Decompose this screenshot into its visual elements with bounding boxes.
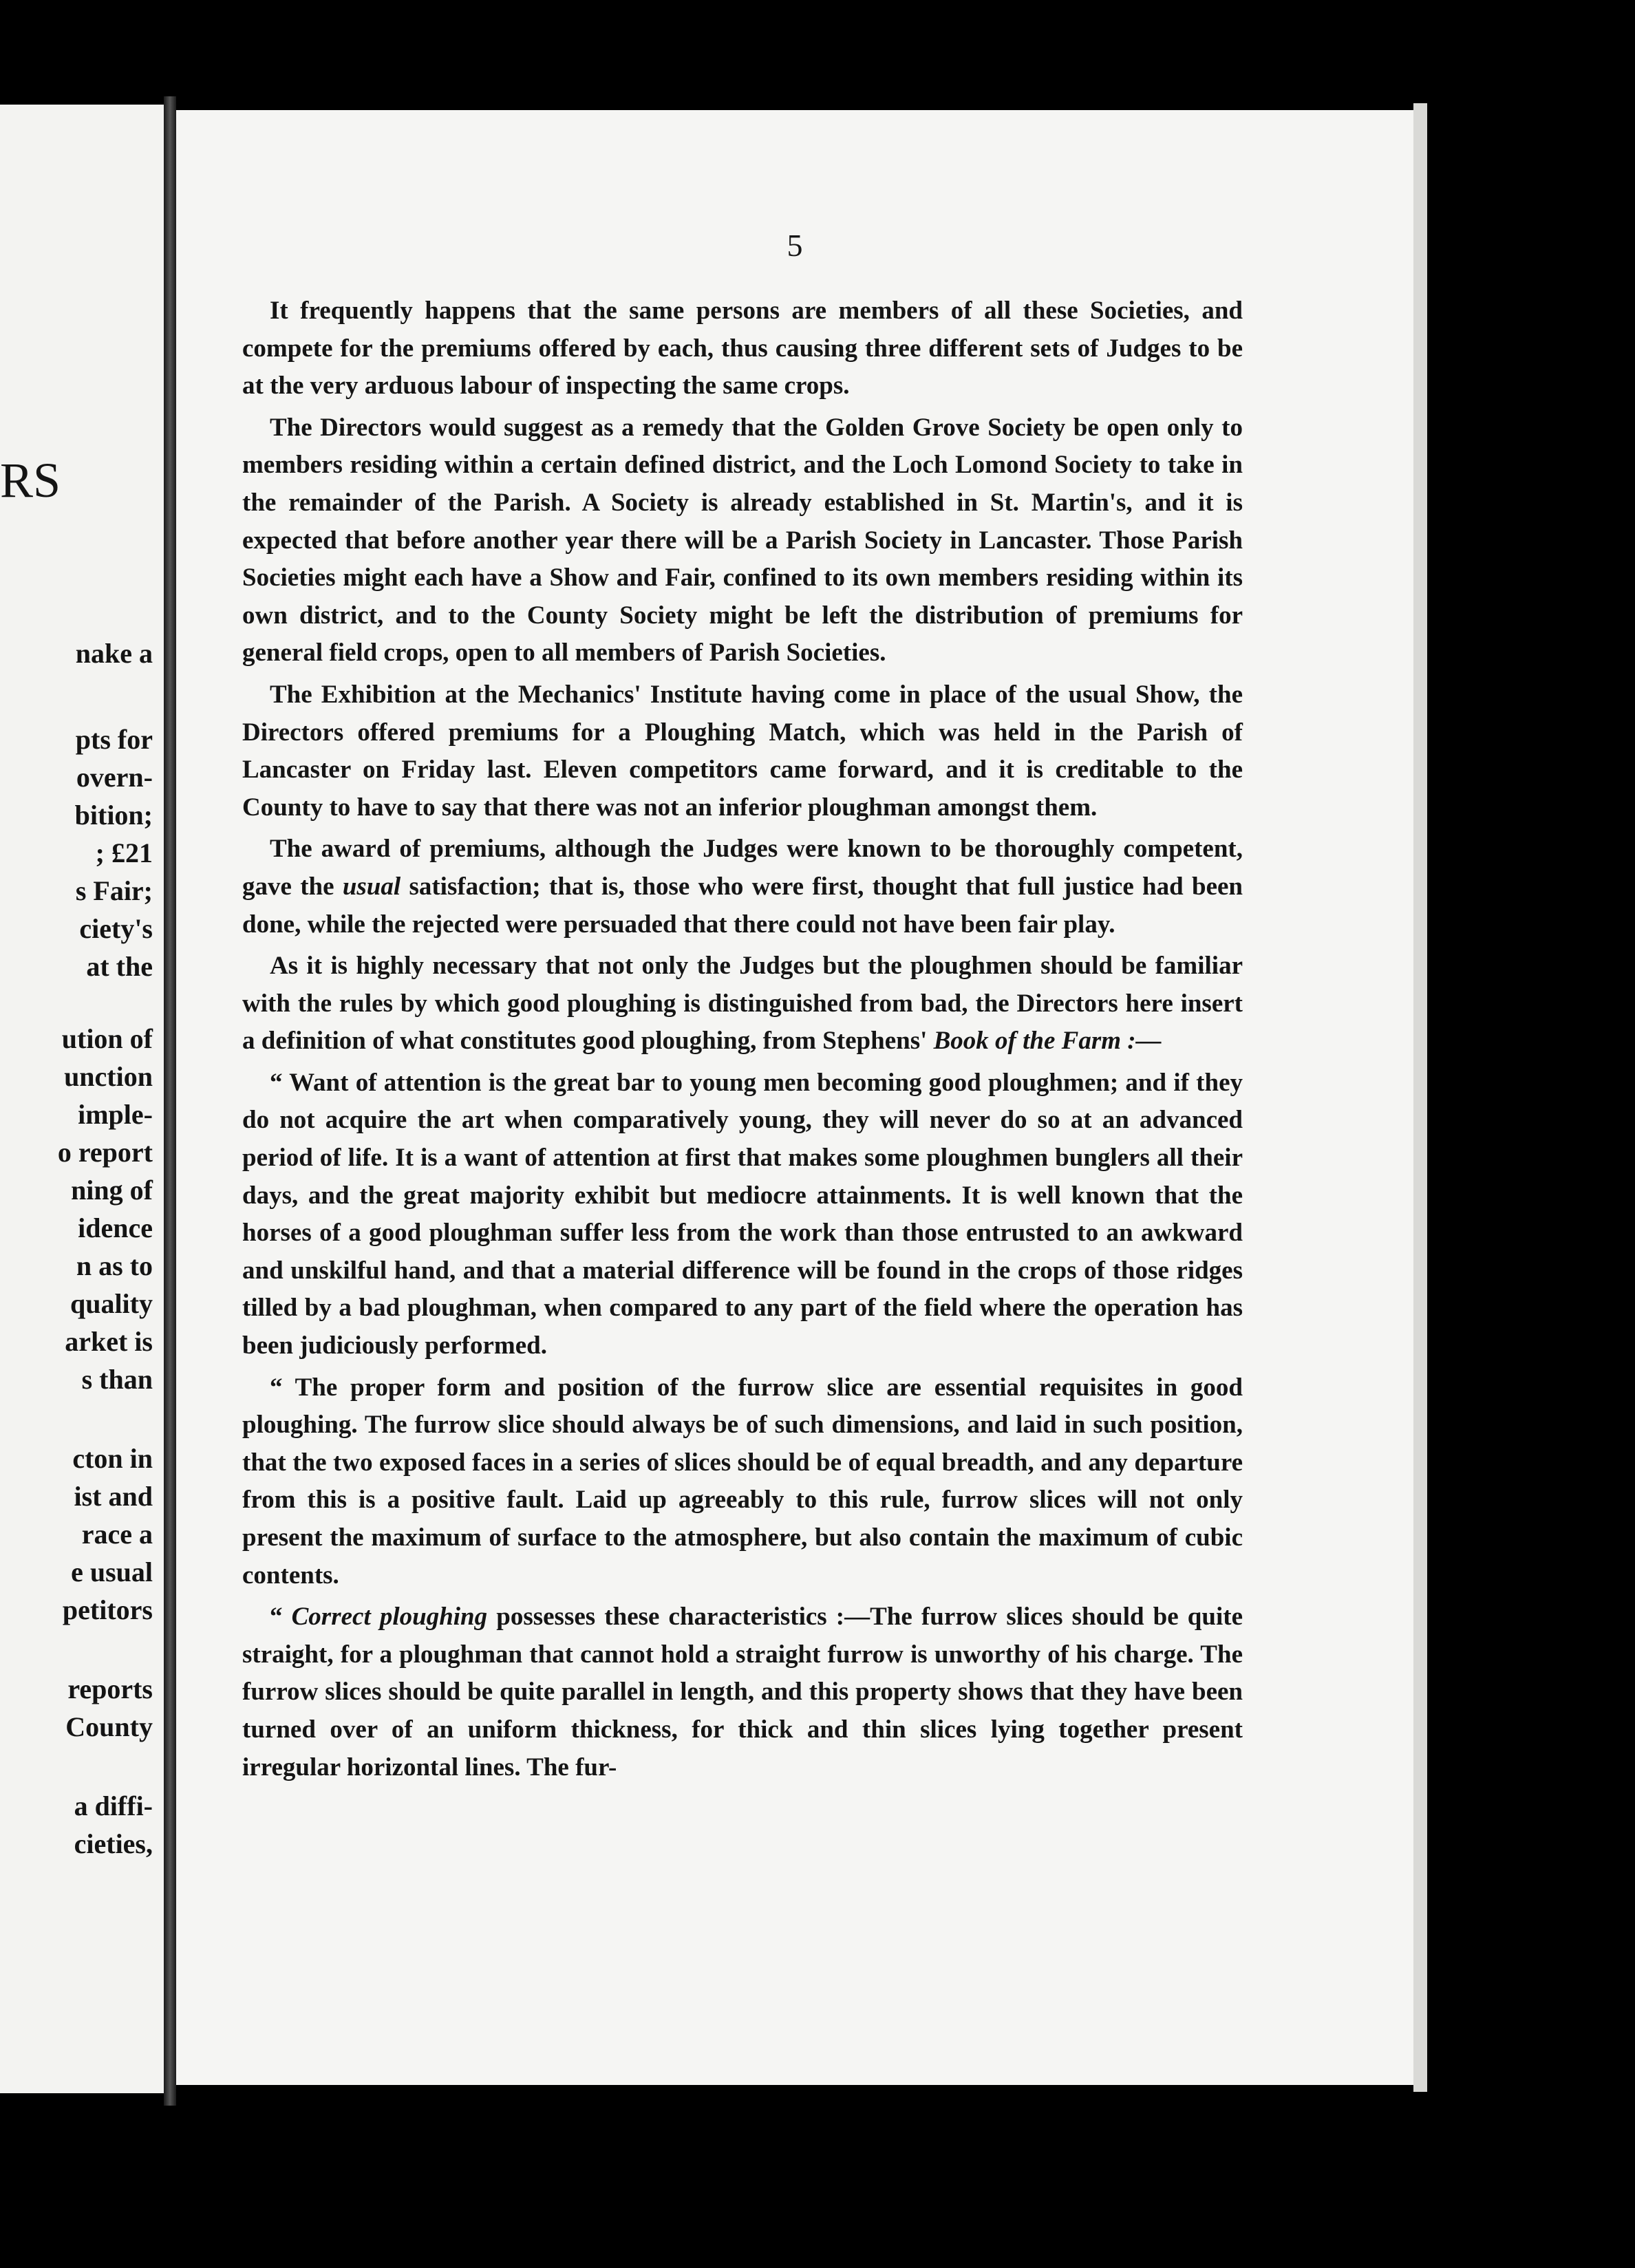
document-page [176, 110, 1413, 2085]
previous-page-line: ning of [71, 1175, 153, 1206]
paragraph [242, 948, 1243, 1060]
page-edge [1413, 103, 1427, 2092]
previous-page-line: quality [70, 1288, 153, 1319]
page-number: 5 [787, 228, 803, 263]
previous-page-line: o report [57, 1137, 153, 1168]
previous-page-line: nake a [75, 638, 153, 669]
paragraph-text: As it is highly necessary that not only the Judges but the ploughmen should be familiar with the rules by which good ploughing is distinguished from bad, the Directors here insert a definition of what constitutes good ploughing, from Stephens' [242, 952, 1243, 1056]
previous-page-line: ciety's [79, 913, 153, 944]
paragraph-text: “ [270, 1603, 292, 1632]
previous-page-line: idence [78, 1212, 153, 1243]
previous-page-line: ution of [61, 1023, 153, 1054]
previous-page-line: e usual [71, 1556, 153, 1587]
paragraph [242, 1598, 1243, 1786]
previous-page-line: race a [81, 1519, 153, 1550]
previous-page-line: overn- [76, 762, 153, 793]
paragraph: “ Want of attention is the great bar to young men becoming good ploughmen; and if they do not acquire the art when comparatively young, they will never do so at an advanced period of life. It is a want of attention at first that makes some ploughmen bunglers all their days, and the great majority exhibit but mediocre attainments. It is well known that the horses of a good ploughman suffer less from the work than those entrusted to an awkward and unskilful hand, and that a material difference will be found in the crops of those ridges tilled by a bad ploughman, when compared to any part of the field where the operation has been judiciously performed. [242, 1068, 1243, 1360]
previous-page-line: cieties, [74, 1828, 153, 1859]
paragraph: The Directors would suggest as a remedy that the Golden Grove Society be open only to members residing within a certain defined district, and the Loch Lomond Society to take in the remainder of the Parish. A Society is already established in St. Martin's, and it is expected that before another year there will be a Parish Society in Lancaster. Those Parish Societies might each have a Show and Fair, confined to its own members residing within its own district, and to the County Society might be left the distribution of premiums for general field crops, open to all members of Parish Societies. [242, 413, 1243, 667]
paragraph: The Exhibition at the Mechanics' Institute having come in place of the usual Show, the Directors offered premiums for a Ploughing Match, which was held in the Parish of Lancaster on Friday last. Eleven competitors came forward, and it is creditable to the County to have to say that there was not an inferior ploughman amongst them. [242, 680, 1243, 822]
previous-page-line: s Fair; [75, 875, 153, 906]
body-text [242, 292, 1243, 1790]
previous-page-line: County [65, 1711, 153, 1742]
italic-phrase: Correct ploughing [291, 1603, 488, 1632]
paragraph: “ The proper form and position of the furrow slice are essential requisites in good ploughing. The furrow slice should always be of such dimensions, and laid in such position, that the two exposed faces in a series of slices should be of equal breadth, and any departure from this is a positive fault. Laid up agreeably to this rule, furrow slices will not only present the maximum of surface to the atmosphere, but also contain the maximum of cubic contents. [242, 1373, 1243, 1590]
previous-page-line: s than [81, 1364, 153, 1395]
paragraph: It frequently happens that the same persons are members of all these Societies, and compete for the premiums offered by each, thus causing three different sets of Judges to be at the very arduous labour of inspecting the same crops. [242, 297, 1243, 400]
book-spine [164, 96, 176, 2106]
previous-page-line: imple- [78, 1099, 153, 1130]
previous-page-line: bition; [74, 800, 153, 831]
previous-page-line: n as to [76, 1250, 153, 1281]
previous-page-line: unction [64, 1061, 153, 1092]
previous-page-line: cton in [72, 1443, 153, 1474]
italic-phrase: usual [342, 872, 401, 901]
previous-page-line: a diffi- [74, 1790, 153, 1821]
previous-page-heading-fragment: RS [0, 453, 61, 508]
previous-page-line: petitors [62, 1594, 153, 1625]
previous-page-line: reports [67, 1673, 153, 1704]
previous-page-line: pts for [75, 724, 153, 755]
previous-page-line: ; £21 [95, 837, 153, 868]
previous-page-line: ist and [74, 1481, 153, 1512]
previous-page-line: arket is [65, 1326, 153, 1357]
previous-page-line: at the [86, 951, 153, 982]
paragraph-text: satisfaction; that is, those who were first, thought that full justice had been done, while the rejected were persuaded that there could not have been fair play. [242, 872, 1243, 939]
previous-page-fragment [0, 105, 164, 2093]
paragraph [242, 831, 1243, 943]
italic-phrase: Book of the Farm :— [933, 1027, 1162, 1056]
paragraph-text: The award of premiums, although the Judges were known to be thoroughly competent, gave the [242, 835, 1243, 901]
paragraph-text: possesses these characteristics :—The furrow slices should be quite straight, for a ploughman that cannot hold a straight furrow is unworthy of his charge. The furrow slices should be quite parallel in length, and this property shows that they have been turned over of an uniform thickness, for thick and thin slices lying together present irregular horizontal lines. The fur- [242, 1603, 1243, 1782]
